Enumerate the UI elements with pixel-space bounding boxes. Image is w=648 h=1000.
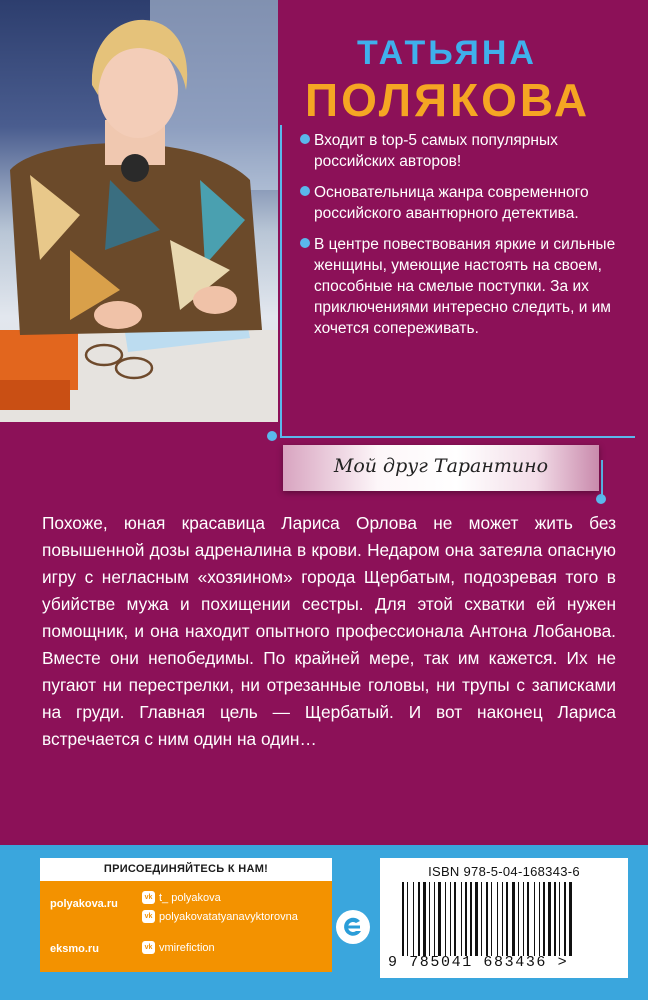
bullet-dot-icon xyxy=(300,238,310,248)
barcode-bar xyxy=(413,882,414,956)
barcode-bar xyxy=(491,882,492,956)
barcode-bar xyxy=(543,882,545,956)
vk-icon: vk xyxy=(142,910,155,923)
author-fact-text: Основательница жанра современного российского авантюрного детектива. xyxy=(314,184,589,222)
barcode-bar xyxy=(445,882,446,956)
social-handle: vmirefiction xyxy=(159,941,215,954)
barcode-bars xyxy=(402,882,606,956)
author-fact-text: В центре повествования яркие и сильные женщины, умеющие настоять на своем, способные на смелые поступки. За их приключениями интересно следить, и им хочется сопереживать. xyxy=(314,236,616,337)
author-fact xyxy=(300,234,630,339)
barcode-bar xyxy=(407,882,408,956)
eksmo-logo-icon xyxy=(336,910,370,944)
author-fact xyxy=(300,182,630,224)
barcode-bar xyxy=(548,882,551,956)
barcode-bar xyxy=(506,882,508,956)
barcode-bar xyxy=(564,882,566,956)
site-link-polyakova[interactable]: polyakova.ru xyxy=(50,898,118,910)
isbn-text: ISBN 978-5-04-168343-6 xyxy=(428,864,580,879)
barcode-bar xyxy=(429,882,430,956)
social-header: ПРИСОЕДИНЯЙТЕСЬ К НАМ! xyxy=(40,858,332,881)
barcode-digits: 9 785041 683436 > xyxy=(388,954,569,971)
social-item-vk-3[interactable] xyxy=(142,941,215,954)
barcode-bar xyxy=(523,882,524,956)
barcode-bar xyxy=(402,882,404,956)
bullet-dot-icon xyxy=(300,134,310,144)
author-first-name: ТАТЬЯНА xyxy=(357,34,537,72)
social-handle: t_ polyakova xyxy=(159,891,221,904)
author-facts-list xyxy=(300,130,630,349)
author-last-name: ПОЛЯКОВА xyxy=(305,74,591,126)
bullet-dot-icon xyxy=(300,186,310,196)
decor-line-horizontal xyxy=(280,436,635,438)
book-description: Похоже, юная красавица Лариса Орлова не может жить без повышенной дозы адреналина в крови. Недаром она затеяла опасную игру с негласным «хозяином» города Щербатым, подозревая того в убийстве мужа и похищении сестры. Для этой схватки ей нужен помощник, и она находит опытного профессионала Антона Лобанова. Вместе они непобедимы. По крайней мере, так им кажется. Их не пугают ни перестрелки, ни отрезанные головы, ни трупы с записками на груди. Главная цель — Щербатый. И вот наконец Лариса встречается с ним один на один… xyxy=(42,513,616,749)
barcode-bar xyxy=(512,882,515,956)
decor-dot xyxy=(596,494,606,504)
barcode-bar xyxy=(554,882,556,956)
social-box xyxy=(40,858,332,972)
decor-line-vertical xyxy=(280,125,282,437)
barcode-bar xyxy=(486,882,488,956)
barcode-bar xyxy=(438,882,441,956)
barcode-bar xyxy=(527,882,529,956)
site-link-eksmo[interactable]: eksmo.ru xyxy=(50,943,99,955)
barcode-bar xyxy=(569,882,572,956)
barcode-bar xyxy=(450,882,451,956)
barcode-bar xyxy=(481,882,482,956)
barcode-bar xyxy=(461,882,462,956)
barcode-bar xyxy=(418,882,420,956)
barcode-bar xyxy=(559,882,560,956)
barcode-bar xyxy=(497,882,498,956)
barcode-bar xyxy=(534,882,535,956)
social-item-vk-2[interactable] xyxy=(142,910,298,923)
vk-icon: vk xyxy=(142,941,155,954)
barcode-bar xyxy=(470,882,472,956)
book-title-banner xyxy=(283,445,599,491)
decor-dot xyxy=(267,431,277,441)
author-fact-text: Входит в top-5 самых популярных российских авторов! xyxy=(314,132,558,170)
barcode-bar xyxy=(434,882,435,956)
barcode-bar xyxy=(475,882,478,956)
author-photo xyxy=(0,0,278,422)
vk-icon: vk xyxy=(142,891,155,904)
barcode-bar xyxy=(518,882,519,956)
barcode-bar xyxy=(465,882,467,956)
barcode-bar xyxy=(502,882,503,956)
barcode-bar xyxy=(539,882,540,956)
barcode-bar xyxy=(423,882,426,956)
social-handle: polyakovatatyanavyktorovna xyxy=(159,910,298,923)
book-title: Мой друг Тарантино xyxy=(333,455,549,477)
social-item-vk-1[interactable] xyxy=(142,891,221,904)
barcode-bar xyxy=(454,882,456,956)
barcode xyxy=(380,858,628,978)
author-fact xyxy=(300,130,630,172)
